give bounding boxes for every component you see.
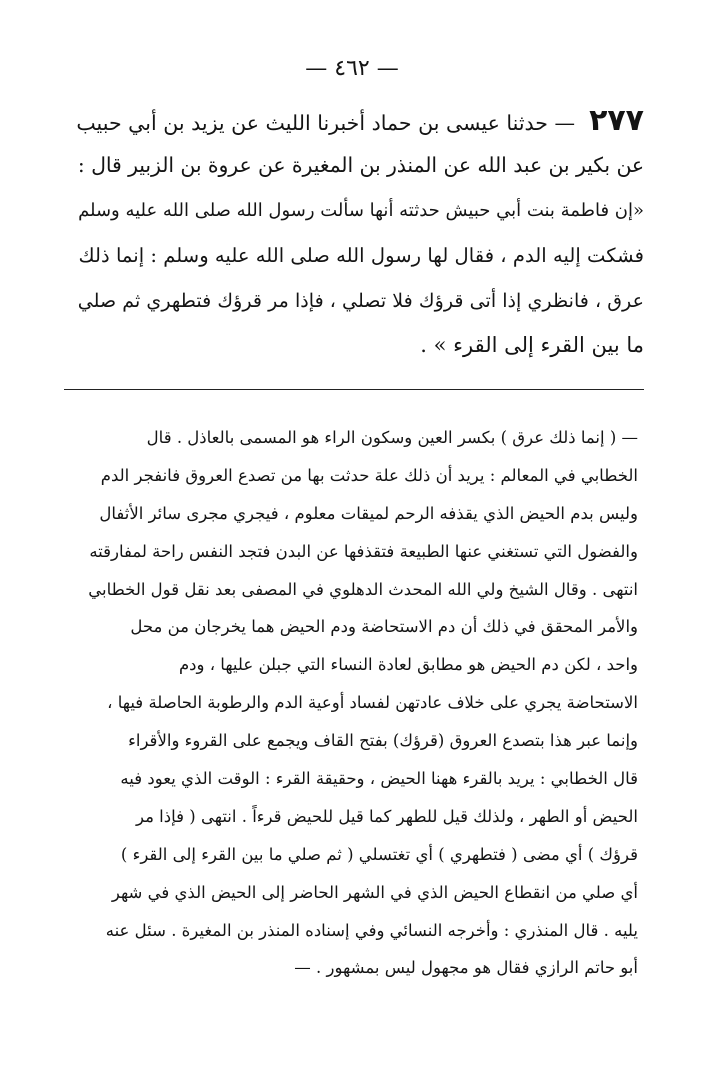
commentary-line: والفضول التي تستغني عنها الطبيعة فتقذفها عن البدن فتجد النفس راحة لمفارقته xyxy=(89,541,638,561)
hadith-line-text: — حدثنا عيسى بن حماد أخبرنا الليث عن يزيد بن أبي حبيب xyxy=(76,111,576,135)
commentary-line: قال الخطابي : يريد بالقرء ههنا الحيض ، وحقيقة القرء : الوقت الذي يعود فيه xyxy=(120,769,638,789)
commentary-text xyxy=(80,419,638,987)
commentary-line: — ( إنما ذلك عرق ) بكسر العين وسكون الراء هو المسمى بالعاذل . قال xyxy=(146,428,638,447)
commentary-line: وإنما عبر هذا بتصدع العروق (قرؤك) بفتح القاف ويجمع على القروء والأقراء xyxy=(128,731,638,751)
hadith-line: فشكت إليه الدم ، فقال لها رسول الله صلى الله عليه وسلم : إنما ذلك xyxy=(78,244,644,267)
hadith-line xyxy=(66,98,644,143)
hadith-text xyxy=(66,98,644,368)
commentary-line: الخطابي في المعالم : يريد أن ذلك علة حدثت بها من تصدع العروق فانفجر الدم xyxy=(100,465,638,485)
hadith-line: عرق ، فانظري إذا أتى قرؤك فلا تصلي ، فإذا مر قرؤك فتطهري ثم صلي xyxy=(77,289,644,312)
hadith-line: ما بين القرء إلى القرء » . xyxy=(420,333,644,357)
commentary-line: الاستحاضة يجري على خلاف عادتهن لفساد أوعية الدم والرطوبة الحاصلة فيها ، xyxy=(107,693,638,713)
commentary-line: قرؤك ) أي مضى ( فتطهري ) أي تغتسلي ( ثم صلي ما بين القرء إلى القرء ) xyxy=(120,844,638,864)
commentary-line: يليه . قال المنذري : وأخرجه النسائي وفي إسناده المنذر بن المغيرة . سئل عنه xyxy=(105,920,638,940)
hadith-line: عن بكير بن عبد الله عن المنذر بن المغيرة عن عروة بن الزبير قال : xyxy=(77,153,644,177)
hadith-line: «إن فاطمة بنت أبي حبيش حدثته أنها سألت رسول الله صلى الله عليه وسلم xyxy=(78,200,644,221)
commentary-line: والأمر المحقق في ذلك أن دم الاستحاضة ودم الحيض هما يخرجان من محل xyxy=(130,617,638,637)
page-number: — ٤٦٢ — xyxy=(305,56,399,81)
section-divider xyxy=(64,389,644,390)
commentary-line: أي صلي من انقطاع الحيض الذي في الشهر الحاضر إلى الحيض الذي في شهر xyxy=(111,882,638,902)
commentary-line: الحيض أو الطهر ، ولذلك قيل للطهر كما قيل للحيض قرءاً . انتهى ( فإذا مر xyxy=(136,806,638,826)
commentary-line: أبو حاتم الرازي فقال هو مجهول ليس بمشهور . — xyxy=(294,958,638,978)
commentary-line: وليس بدم الحيض الذي يقذفه الرحم لميقات معلوم ، فيجري مجرى سائر الأثفال xyxy=(99,503,638,523)
hadith-number: ٢٧٧ xyxy=(589,103,644,138)
commentary-line: واحد ، لكن دم الحيض هو مطابق لعادة النساء التي جبلن عليها ، ودم xyxy=(178,655,638,675)
commentary-line: انتهى . وقال الشيخ ولي الله المحدث الدهلوي في المصفى بعد نقل قول الخطابي xyxy=(88,579,638,599)
